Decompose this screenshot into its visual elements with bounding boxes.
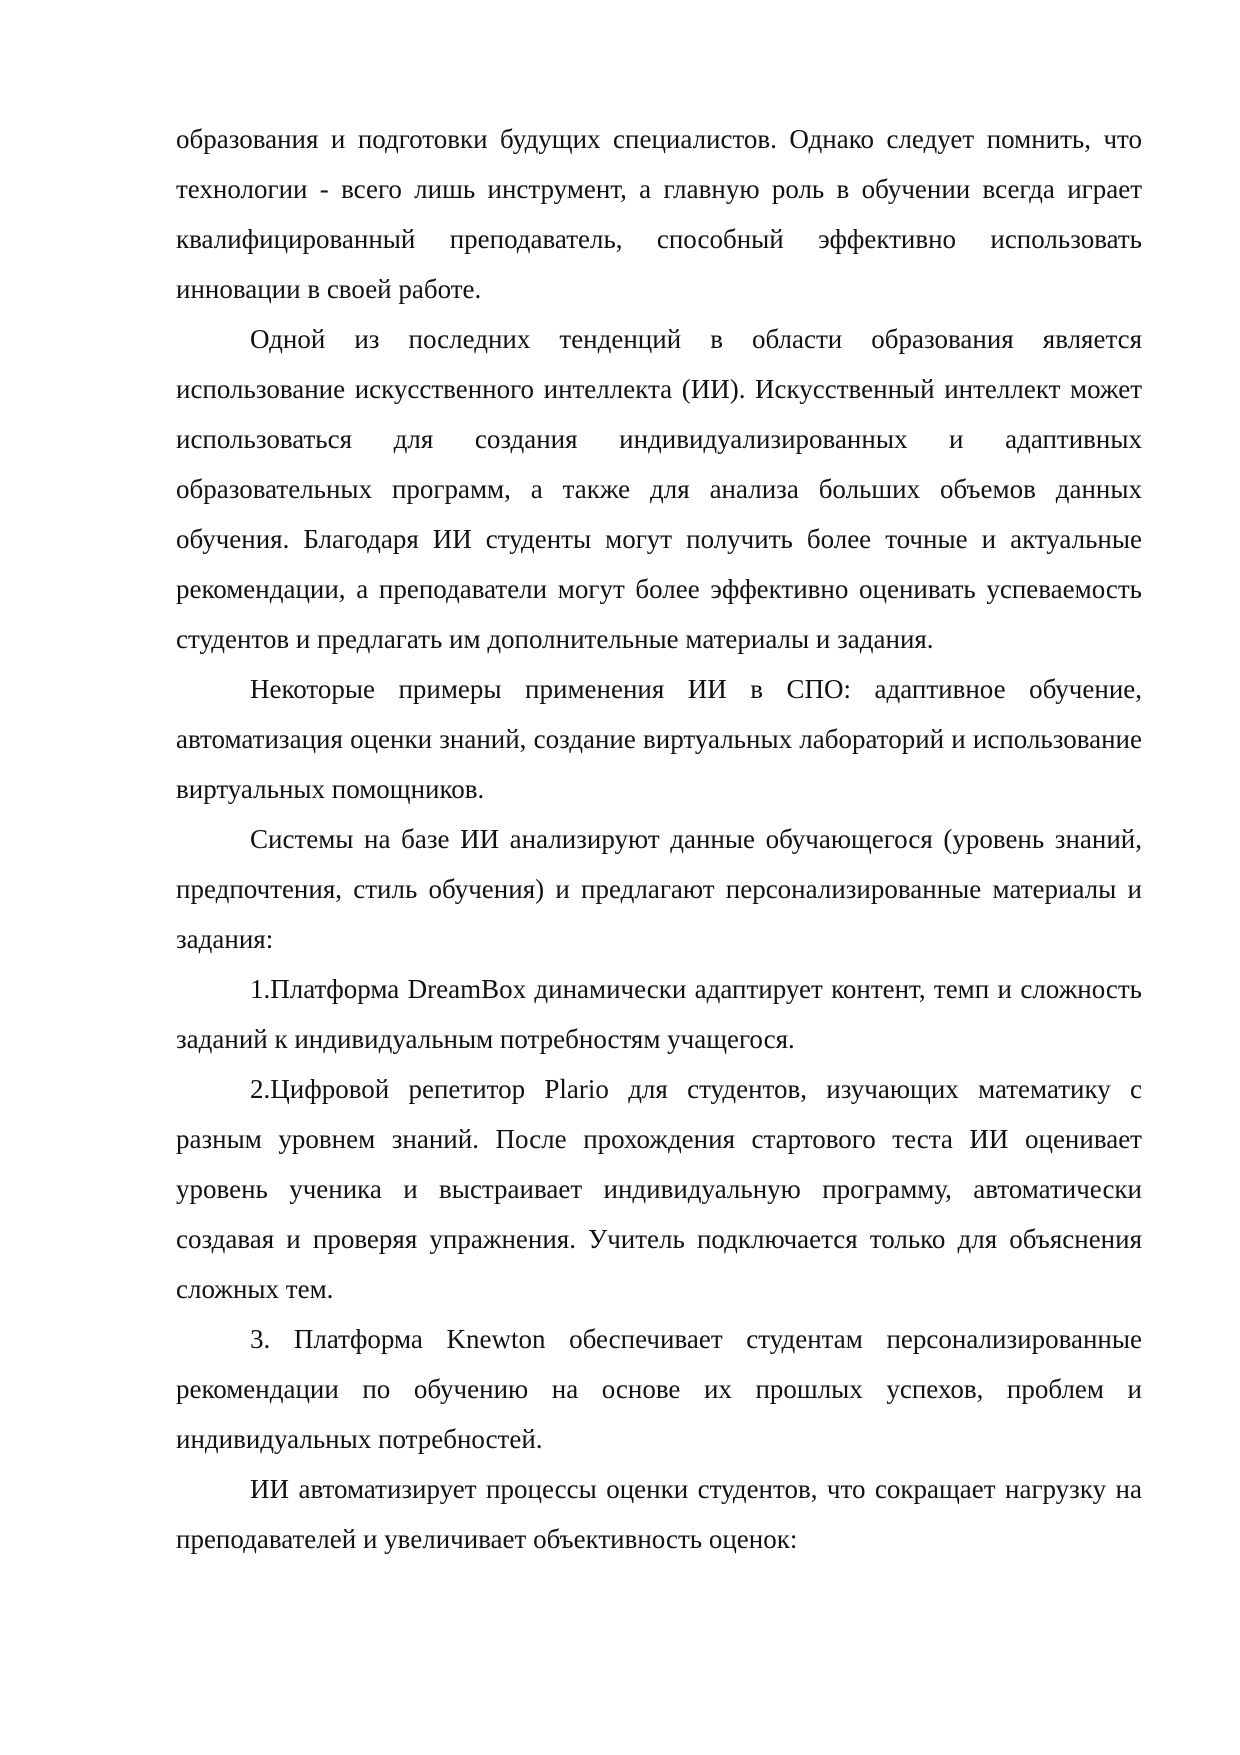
paragraph-ai-trends: Одной из последних тенденций в области образования является использование искусственного интеллекта (ИИ). Искусственный интеллект может использоваться для создания индивидуализированных и адаптивных образовательных программ, а также для анализа больших объемов данных обучения. Благодаря ИИ студенты могут получить более точные и актуальные рекомендации, а преподаватели могут более эффективно оценивать успеваемость студентов и предлагать им дополнительные материалы и задания.	[176, 324, 1142, 654]
body-text	[176, 114, 1142, 1564]
paragraph-ai-assessment: ИИ автоматизирует процессы оценки студентов, что сокращает нагрузку на преподавателей и увеличивает объективность оценок:	[176, 1474, 1142, 1554]
list-item-plario: 2.Цифровой репетитор Plario для студентов, изучающих математику с разным уровнем знаний. После прохождения стартового теста ИИ оценивает уровень ученика и выстраивает индивидуальную программу, автоматически создавая и проверяя упражнения. Учитель подключается только для объяснения сложных тем.	[176, 1074, 1142, 1304]
list-item-knewton: 3. Платформа Knewton обеспечивает студентам персонализированные рекомендации по обучению на основе их прошлых успехов, проблем и индивидуальных потребностей.	[176, 1324, 1142, 1454]
paragraph-ai-examples: Некоторые примеры применения ИИ в СПО: адаптивное обучение, автоматизация оценки знаний, создание виртуальных лабораторий и использование виртуальных помощников.	[176, 674, 1142, 804]
paragraph-continuation: образования и подготовки будущих специалистов. Однако следует помнить, что технологии - всего лишь инструмент, а главную роль в обучении всегда играет квалифицированный преподаватель, способный эффективно использовать инновации в своей работе.	[176, 124, 1142, 304]
list-item-dreambox: 1.Платформа DreamBox динамически адаптирует контент, темп и сложность заданий к индивидуальным потребностям учащегося.	[176, 974, 1142, 1054]
paragraph-ai-systems: Системы на базе ИИ анализируют данные обучающегося (уровень знаний, предпочтения, стиль обучения) и предлагают персонализированные материалы и задания:	[176, 824, 1142, 954]
